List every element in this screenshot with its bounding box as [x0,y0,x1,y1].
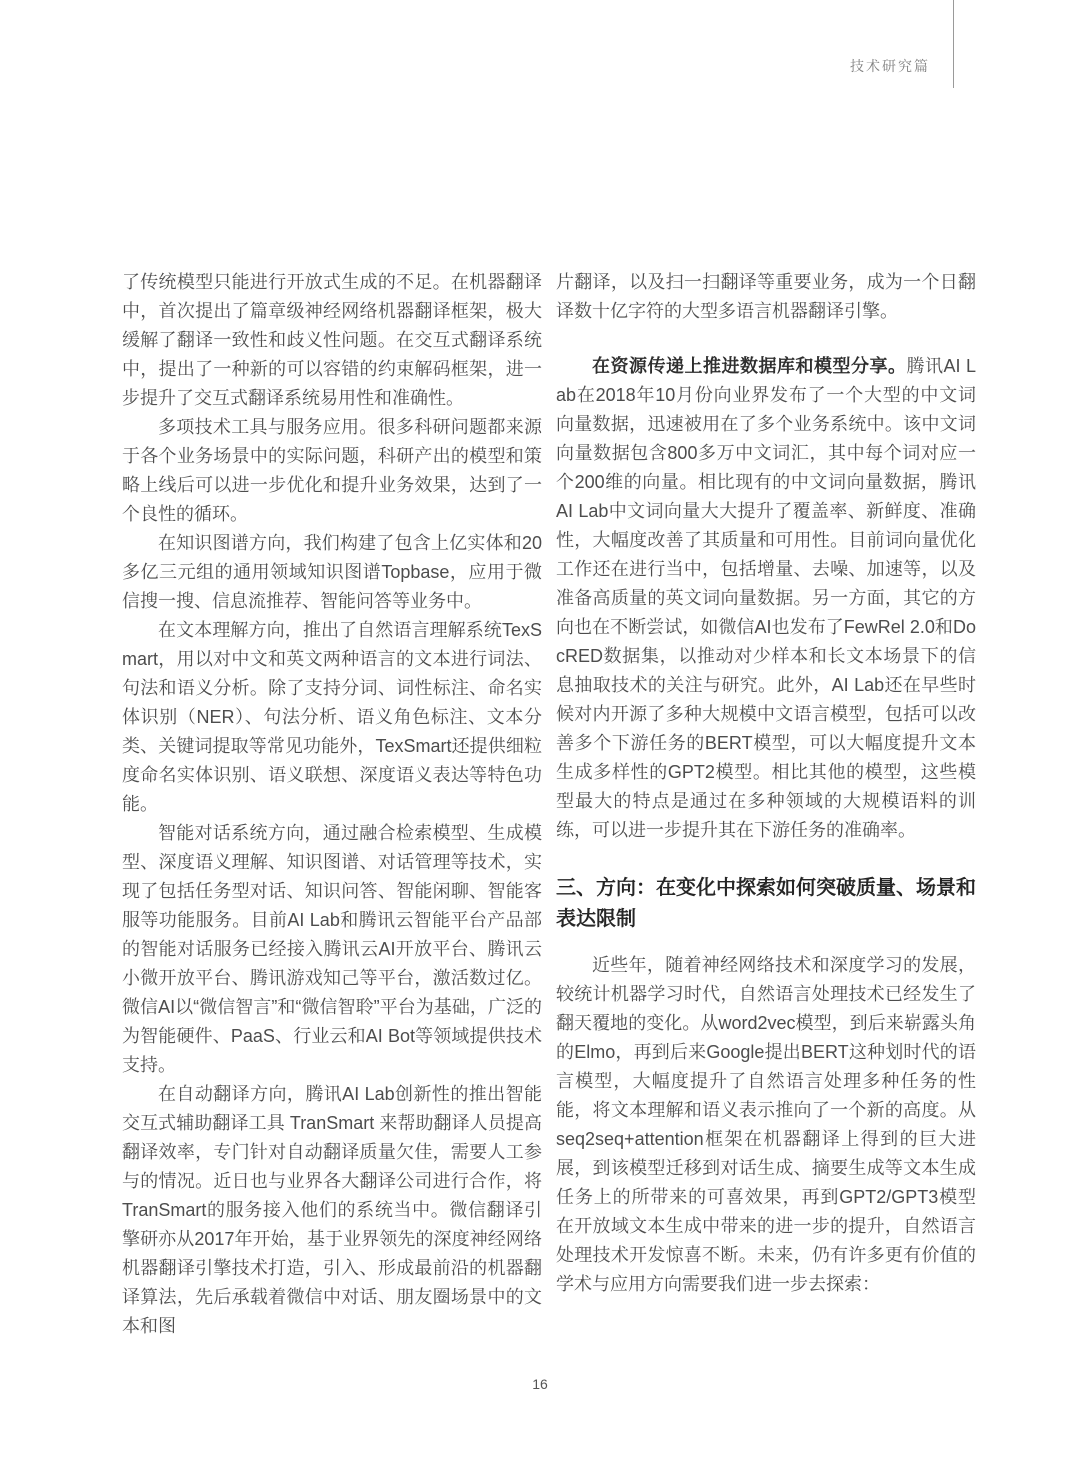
paragraph-translation-continuation: 片翻译，以及扫一扫翻译等重要业务，成为一个日翻译数十亿字符的大型多语言机器翻译引擎。 [556,272,976,321]
paragraph-resource-body: 腾讯AI Lab在2018年10月份向业界发布了一个大型的中文词向量数据，迅速被用在了多个业务系统中。该中文词向量数据包含800多万中文词汇，其中每个词对应一个200维的向量。相比现有的中文词向量数据，腾讯AI Lab中文词向量大大提升了覆盖率、新鲜度、准确性，大幅度改善了其质量和可用性。目前词向量优化工作还在进行当中，包括增量、去噪、加速等，以及准备高质量的英文词向量数据。另一方面，其它的方向也在不断尝试，如微信AI也发布了FewRel 2.0和DocRED数据集，以推动对少样本和长文本场景下的信息抽取技术的关注与研究。此外，AI Lab还在早些时候对内开源了多种大规模中文语言模型，包括可以改善多个下游任务的BERT模型，可以大幅度提升文本生成多样性的GPT2模型。相比其他的模型，这些模型最大的特点是通过在多种领域的大规模语料的训练，可以进一步提升其在下游任务的准确率。 [556,356,976,840]
paragraph-tech-tools: 多项技术工具与服务应用。很多科研问题都来源于各个业务场景中的实际问题，科研产出的模型和策略上线后可以进一步优化和提升业务效果，达到了一个良性的循环。 [122,417,542,524]
left-column [122,268,542,1341]
paragraph-direction-outlook: 近些年，随着神经网络技术和深度学习的发展，较统计机器学习时代，自然语言处理技术已经发生了翻天覆地的变化。从word2vec模型，到后来崭露头角的Elmo，再到后来Google提出BERT这种划时代的语言模型，大幅度提升了自然语言处理多种任务的性能，将文本理解和语义表示推向了一个新的高度。从seq2seq+attention框架在机器翻译上得到的巨大进展，到该模型迁移到对话生成、摘要生成等文本生成任务上的所带来的可喜效果，再到GPT2/GPT3模型在开放域文本生成中带来的进一步的提升，自然语言处理技术开发惊喜不断。未来，仍有许多更有价值的学术与应用方向需要我们进一步去探索： [556,955,976,1294]
chapter-label: 技术研究篇 [850,58,930,74]
paragraph-resource-sharing [556,352,976,845]
paragraph-knowledge-graph: 在知识图谱方向，我们构建了包含上亿实体和20多亿三元组的通用领域知识图谱Topbase，应用于微信搜一搜、信息流推荐、智能问答等业务中。 [122,533,542,611]
paragraph-bold-lead: 在资源传递上推进数据库和模型分享。 [592,356,907,376]
right-column [556,268,976,1299]
header-divider [953,0,954,88]
paragraph-dialog-system: 智能对话系统方向，通过融合检索模型、生成模型、深度语义理解、知识图谱、对话管理等技术，实现了包括任务型对话、知识问答、智能闲聊、智能客服等功能服务。目前AI Lab和腾讯云智能平台产品部的智能对话服务已经接入腾讯云AI开放平台、腾讯云小微开放平台、腾讯游戏知己等平台，激活数过亿。微信AI以“微信智言”和“微信智聆”平台为基础，广泛的为智能硬件、PaaS、行业云和AI Bot等领域提供技术支持。 [122,823,542,1075]
paragraph-auto-translation: 在自动翻译方向，腾讯AI Lab创新性的推出智能交互式辅助翻译工具 TranSmart 来帮助翻译人员提高翻译效率，专门针对自动翻译质量欠佳，需要人工参与的情况。近日也与业界各大翻译公司进行合作，将TranSmart的服务接入他们的系统当中。微信翻译引擎研亦从2017年开始，基于业界领先的深度神经网络机器翻译引擎技术打造，引入、形成最前沿的机器翻译算法，先后承载着微信中对话、朋友圈场景中的文本和图 [122,1084,542,1336]
page-number: 16 [532,1376,548,1392]
paragraph-text-understanding: 在文本理解方向，推出了自然语言理解系统TexSmart，用以对中文和英文两种语言的文本进行词法、句法和语义分析。除了支持分词、词性标注、命名实体识别（NER）、句法分析、语义角色标注、文本分类、关键词提取等常见功能外，TexSmart还提供细粒度命名实体识别、语义联想、深度语义表达等特色功能。 [122,620,542,814]
section-heading: 三、方向：在变化中探索如何突破质量、场景和表达限制 [556,877,976,930]
paragraph-continued-from-previous-page: 了传统模型只能进行开放式生成的不足。在机器翻译中，首次提出了篇章级神经网络机器翻译框架，极大缓解了翻译一致性和歧义性问题。在交互式翻译系统中，提出了一种新的可以容错的约束解码框架，进一步提升了交互式翻译系统易用性和准确性。 [122,272,542,408]
